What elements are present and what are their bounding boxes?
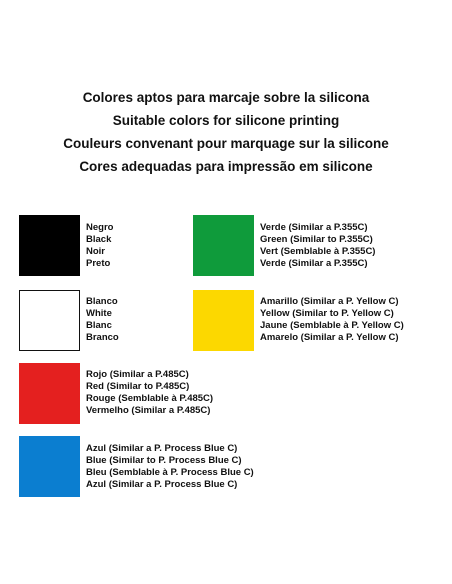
- title-french: Couleurs convenant pour marquage sur la silicone: [63, 136, 389, 151]
- blue-label-pt: Azul (Similar a P. Process Blue C): [86, 479, 238, 490]
- title-spanish: Colores aptos para marcaje sobre la silicona: [82, 90, 370, 105]
- green-label-pt: Verde (Similar a P.355C): [260, 258, 368, 269]
- yellow-labels: [260, 296, 404, 344]
- green-swatch: [193, 215, 254, 276]
- red-label-en: Red (Similar to P.485C): [86, 381, 190, 392]
- blue-label-en: Blue (Similar to P. Process Blue C): [86, 455, 242, 466]
- white-label-en: White: [86, 308, 112, 319]
- black-label-en: Black: [86, 234, 112, 245]
- black-label-fr: Noir: [86, 246, 105, 257]
- title-block: [0, 86, 452, 178]
- green-label-es: Verde (Similar a P.355C): [260, 222, 368, 233]
- blue-label-fr: Bleu (Semblable à P. Process Blue C): [86, 467, 254, 478]
- yellow-label-fr: Jaune (Semblable à P. Yellow C): [260, 320, 404, 331]
- red-swatch: [19, 363, 80, 424]
- white-label-fr: Blanc: [86, 320, 112, 331]
- white-label-pt: Branco: [86, 332, 119, 343]
- black-swatch: [19, 215, 80, 276]
- red-label-fr: Rouge (Semblable à P.485C): [86, 393, 214, 404]
- black-label-pt: Preto: [86, 258, 111, 269]
- white-labels: [86, 296, 119, 344]
- yellow-label-en: Yellow (Similar to P. Yellow C): [260, 308, 394, 319]
- yellow-label-pt: Amarelo (Similar a P. Yellow C): [260, 332, 399, 343]
- blue-swatch: [19, 436, 80, 497]
- black-labels: [86, 222, 113, 270]
- green-label-en: Green (Similar to P.355C): [260, 234, 373, 245]
- red-label-es: Rojo (Similar a P.485C): [86, 369, 189, 380]
- yellow-swatch: [193, 290, 254, 351]
- white-swatch: [19, 290, 80, 351]
- red-label-pt: Vermelho (Similar a P.485C): [86, 405, 211, 416]
- blue-label-es: Azul (Similar a P. Process Blue C): [86, 443, 238, 454]
- yellow-label-es: Amarillo (Similar a P. Yellow C): [260, 296, 399, 307]
- red-labels: [86, 369, 213, 417]
- black-label-es: Negro: [86, 222, 114, 233]
- white-label-es: Blanco: [86, 296, 118, 307]
- green-label-fr: Vert (Semblable à P.355C): [260, 246, 376, 257]
- green-labels: [260, 222, 375, 270]
- title-portuguese: Cores adequadas para impressão em silicone: [79, 159, 373, 174]
- title-english: Suitable colors for silicone printing: [112, 113, 340, 128]
- blue-labels: [86, 443, 254, 491]
